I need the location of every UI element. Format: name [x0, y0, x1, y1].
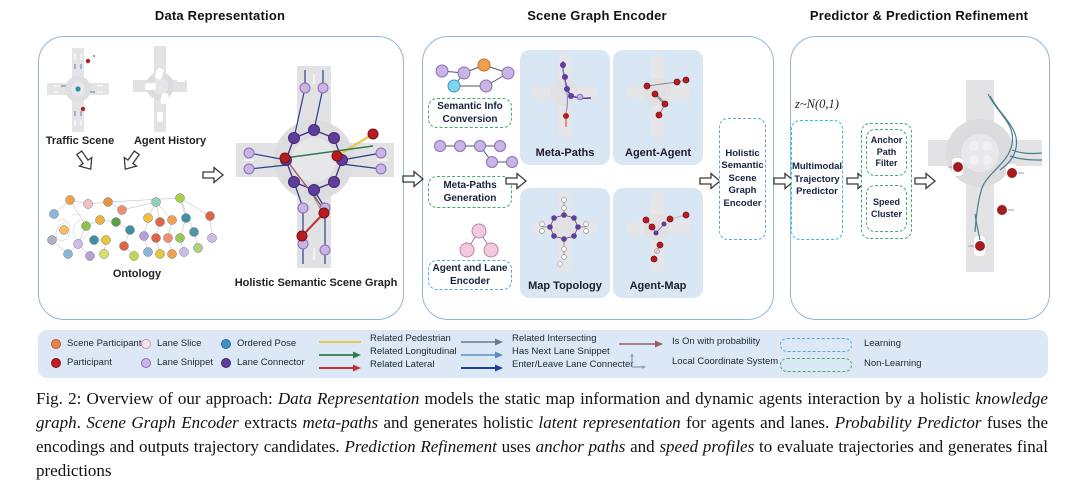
related-longitudinal-label: Related Longitudinal: [370, 346, 457, 357]
prediction-output-graphic: [928, 80, 1042, 272]
has-next-lane-snippet-line-icon: [460, 350, 504, 360]
subpanel-meta-paths: [520, 50, 610, 165]
related-intersecting-label: Related Intersecting: [512, 333, 597, 344]
noise-label: z~N(0,1): [795, 97, 839, 111]
learning-label: Learning: [864, 338, 901, 349]
is-on-label: Is On with probability: [672, 336, 761, 347]
legend: [38, 330, 1048, 378]
lane-snippet-swatch: [141, 358, 151, 368]
figure-caption: Fig. 2: Overview of our approach: Data Representation models the static map information and dynamic agents interaction by a holistic knowledge graph. Scene Graph Encoder extracts meta-paths and generates holistic latent representation for agents and lanes. Probability Predictor fuses the encodings and outputs trajectory candidates. Prediction Refinement uses anchor paths and speed profiles to evaluate trajectories and generates final predictions: [36, 389, 1049, 481]
speed-cluster-box: Speed Cluster: [866, 185, 907, 232]
local-coordinate-system-icon: [628, 351, 648, 371]
scene-participant-label: Scene Participant: [67, 338, 142, 349]
ontology-label: Ontology: [112, 268, 162, 280]
hollow-arrow-icon: [505, 172, 527, 190]
subpanel-map-topology: [520, 188, 610, 298]
title-predictor-refinement: Predictor & Prediction Refinement: [809, 8, 1029, 23]
has-next-lane-snippet-label: Has Next Lane Snippet: [512, 346, 610, 357]
ontology-graphic: [44, 186, 230, 266]
arrow-ontology-to-graph: [202, 166, 224, 184]
multimodal-predictor-box: Multimodal Trajectory Predictor: [791, 120, 843, 240]
agent-map-graphic: [626, 193, 690, 271]
related-lateral-label: Related Lateral: [370, 359, 435, 370]
agent-history-label: Agent History: [133, 135, 207, 147]
agent-agent-graphic: [626, 55, 690, 137]
hollow-arrow-icon: [699, 172, 721, 190]
semantic-info-conversion-box: Semantic Info Conversion: [428, 98, 512, 128]
participant-label: Participant: [67, 357, 112, 368]
holistic-encoder-box: Holistic Semantic Scene Graph Encoder: [719, 118, 766, 240]
meta-paths-label: Meta-Paths: [535, 147, 595, 159]
related-pedestrian-label: Related Pedestrian: [370, 333, 451, 344]
hollow-arrow-icon: [402, 170, 424, 188]
lane-slice-label: Lane Slice: [157, 338, 202, 349]
arrow-boxes-to-subpanels: [505, 172, 527, 190]
agent-and-lane-encoder-box: Agent and Lane Encoder: [428, 260, 512, 290]
local-coordinate-system-label: Local Coordinate System: [672, 356, 779, 367]
subpanel-agent-map: [613, 188, 703, 298]
enter-leave-lane-connecter-label: Enter/Leave Lane Connecter: [512, 359, 634, 370]
ordered-pose-swatch: [221, 339, 231, 349]
meta-paths-graphic: [533, 55, 597, 137]
agent-map-label: Agent-Map: [629, 280, 687, 292]
related-longitudinal-line-icon: [318, 350, 362, 360]
traffic-scene-graphic: [47, 48, 109, 132]
semantic-graph-glyph: [432, 58, 518, 94]
ordered-pose-label: Ordered Pose: [237, 338, 297, 349]
arrow-subpanels-to-encoder: [699, 172, 721, 190]
enter-leave-lane-connecter-line-icon: [460, 363, 504, 373]
map-topology-graphic: [533, 193, 597, 271]
participant-swatch: [51, 358, 61, 368]
agent-history-graphic: [133, 46, 187, 132]
lane-connector-label: Lane Connector: [237, 357, 305, 368]
agent-agent-label: Agent-Agent: [625, 147, 691, 159]
non-learning-box-swatch: [780, 358, 852, 372]
title-scene-graph-encoder: Scene Graph Encoder: [527, 8, 667, 23]
subpanel-agent-agent: [613, 50, 703, 165]
scene-graph-label: Holistic Semantic Scene Graph: [234, 277, 398, 289]
scene-participant-swatch: [51, 339, 61, 349]
lane-slice-swatch: [141, 339, 151, 349]
anchor-path-filter-box: Anchor Path Filter: [866, 129, 907, 176]
related-lateral-line-icon: [318, 363, 362, 373]
agent-lane-glyph: [456, 222, 502, 258]
hollow-arrow-icon: [202, 166, 224, 184]
is-on-line-icon: [618, 339, 664, 349]
arrow-panel1-to-panel2: [402, 170, 424, 188]
holistic-scene-graph-graphic: [236, 66, 394, 268]
non-learning-label: Non-Learning: [864, 358, 922, 369]
related-intersecting-line-icon: [460, 337, 504, 347]
learning-box-swatch: [780, 338, 852, 352]
title-data-representation: Data Representation: [154, 8, 286, 23]
traffic-scene-label: Traffic Scene: [45, 135, 115, 147]
map-topology-label: Map Topology: [528, 280, 602, 292]
meta-paths-generation-box: Meta-Paths Generation: [428, 176, 512, 208]
related-pedestrian-line-icon: [318, 337, 362, 347]
lane-connector-swatch: [221, 358, 231, 368]
lane-snippet-label: Lane Snippet: [157, 357, 213, 368]
meta-path-chain-glyph: [430, 138, 522, 168]
